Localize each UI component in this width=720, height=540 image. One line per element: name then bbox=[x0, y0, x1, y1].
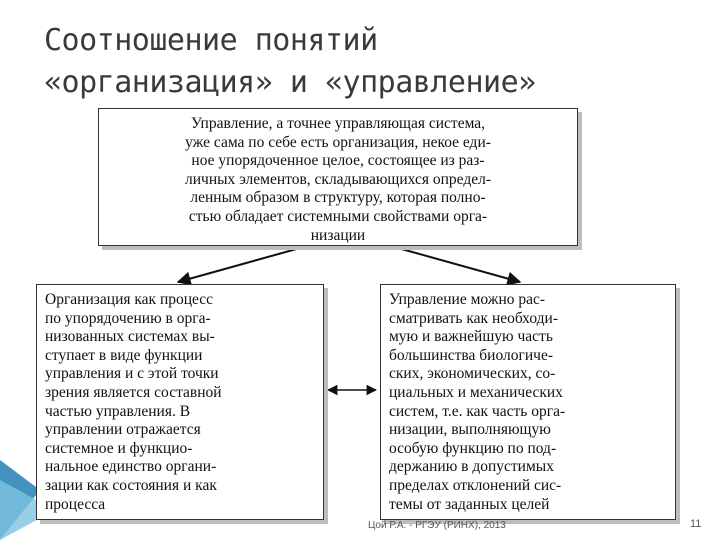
text-line: ступает в виде функции bbox=[45, 346, 203, 364]
text-line: системное и функцио- bbox=[45, 439, 193, 457]
text-line: Управление можно рас- bbox=[389, 291, 546, 308]
arrow-top-to-right bbox=[398, 248, 520, 282]
box-organization-as-process bbox=[36, 284, 324, 520]
text-line: низации, выполняющую bbox=[389, 421, 551, 439]
text-line: низации bbox=[310, 226, 366, 244]
text-line: держанию в допустимых bbox=[389, 458, 554, 476]
text-line: личных элементов, складывающихся определ- bbox=[185, 170, 491, 188]
text-line: частью управления. В bbox=[45, 402, 191, 420]
box-management-as-part-of-organization bbox=[380, 284, 676, 520]
title-line-1: Соотношение понятий bbox=[44, 23, 378, 58]
text-line: циальных и механических bbox=[389, 383, 563, 401]
text-line: ленным образом в структуру, которая полно- bbox=[190, 189, 486, 207]
box-management-as-organization bbox=[98, 108, 578, 246]
text-line: зрения является составной bbox=[45, 383, 222, 401]
text-line: ских, экономических, со- bbox=[389, 365, 556, 383]
page-number: 11 bbox=[690, 518, 702, 530]
arrow-top-to-left bbox=[178, 248, 300, 282]
text-line: управлении отражается bbox=[45, 421, 201, 439]
text-line: темы от заданных целей bbox=[389, 495, 550, 513]
text-line: сматривать как необходи- bbox=[389, 309, 558, 327]
text-line: зации как состояния и как bbox=[45, 476, 217, 494]
slide-footer: Цой Р.А. - РГЭУ (РИНХ), 2013 bbox=[368, 520, 506, 531]
text-line: мую и важнейшую часть bbox=[389, 328, 553, 346]
text-line: по упорядочению в орга- bbox=[45, 309, 211, 327]
text-line: пределах отклонений сис- bbox=[389, 476, 562, 494]
text-line: большинства биологиче- bbox=[389, 346, 553, 364]
text-line: уже сама по себе есть организация, некое еди- bbox=[185, 133, 491, 151]
text-line: ное упорядоченное целое, состоящее из раз- bbox=[191, 152, 485, 170]
text-line: Организация как процесс bbox=[45, 291, 214, 308]
text-line: систем, т.е. как часть орга- bbox=[389, 402, 566, 420]
text-line: Управление, а точнее управляющая система, bbox=[190, 115, 486, 132]
text-line: особую функцию по под- bbox=[389, 439, 557, 457]
text-line: нальное единство органи- bbox=[45, 458, 217, 476]
text-line: стью обладает системными свойствами орга- bbox=[188, 207, 488, 225]
text-line: управления и с этой точки bbox=[45, 365, 219, 383]
title-line-2: «организация» и «управление» bbox=[44, 65, 536, 100]
text-line: процесса bbox=[45, 495, 106, 513]
text-line: низованных системах вы- bbox=[45, 328, 215, 346]
